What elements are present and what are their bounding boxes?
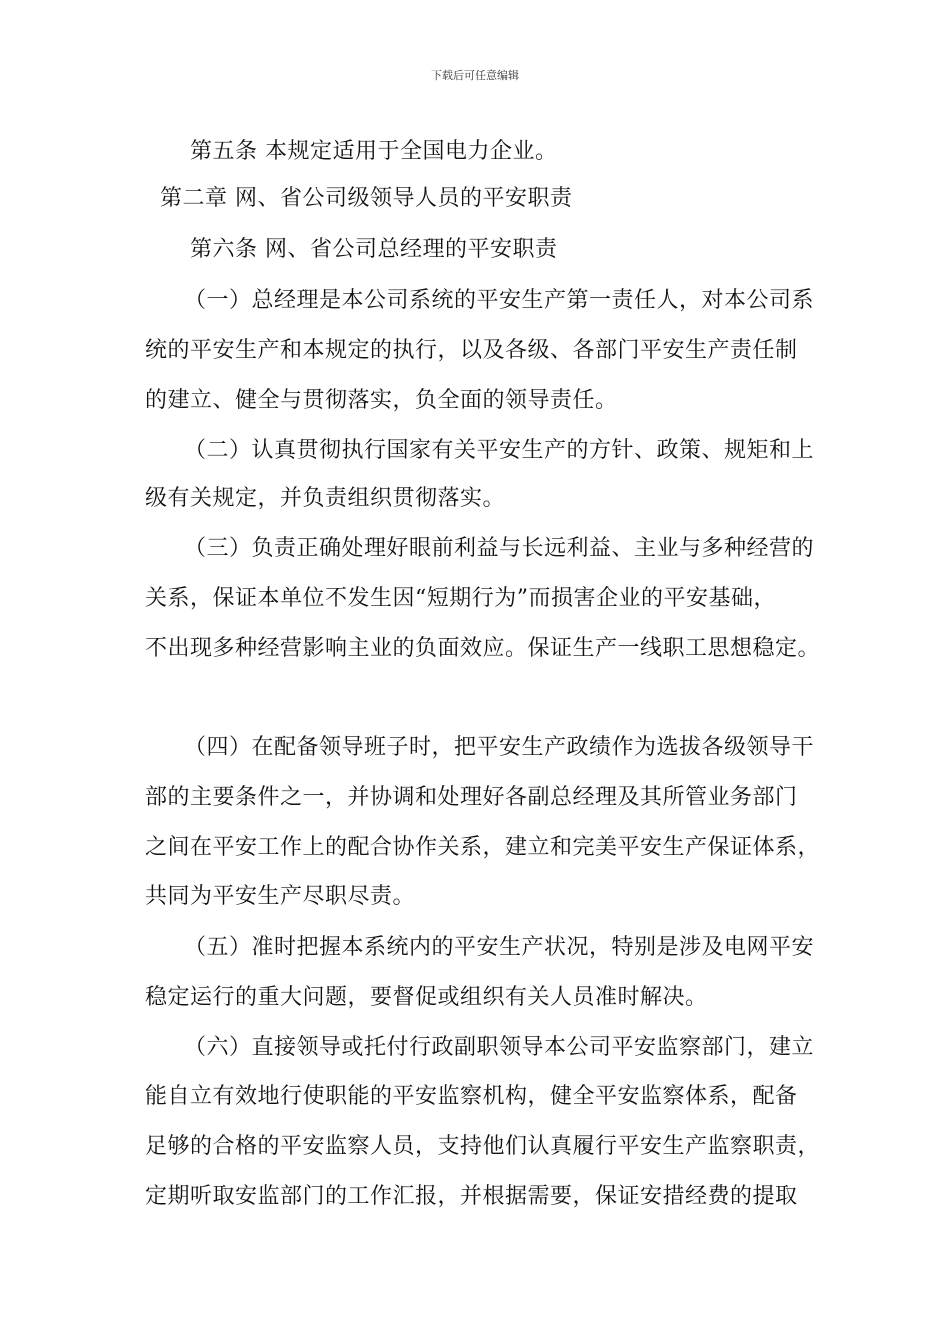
paragraph-line: （六）直接领导或托付行政副职领导本公司平安监察部门，建立 <box>184 1035 815 1060</box>
paragraph-line: （四）在配备领导班子时，把平安生产政绩作为选拔各级领导干 <box>184 735 815 760</box>
paragraph-line: 定期听取安监部门的工作汇报，并根据需要，保证安措经费的提取 <box>145 1184 798 1209</box>
paragraph-line: 级有关规定，并负责组织贯彻落实。 <box>145 486 506 511</box>
paragraph-line: 共同为平安生产尽职尽责。 <box>145 884 416 909</box>
paragraph-line: 之间在平安工作上的配合协作关系，建立和完美平安生产保证体系， <box>145 835 821 860</box>
article-5: 第五条 本规定适用于全国电力企业。 <box>190 139 558 164</box>
paragraph-line: （三）负责正确处理好眼前利益与长远利益、主业与多种经营的 <box>184 536 815 561</box>
paragraph-line: 关系，保证本单位不发生因“短期行为”而损害企业的平安基础， <box>145 586 776 611</box>
paragraph-line: 不出现多种经营影响主业的负面效应。保证生产一线职工思想稳定。 <box>145 636 821 661</box>
paragraph-line: 能自立有效地行使职能的平安监察机构，健全平安监察体系，配备 <box>145 1084 798 1109</box>
paragraph-line: 稳定运行的重大问题，要督促或组织有关人员准时解决。 <box>145 985 708 1010</box>
paragraph-line: 的建立、健全与贯彻落实，负全面的领导责任。 <box>145 388 618 413</box>
article-6: 第六条 网、省公司总经理的平安职责 <box>190 237 558 262</box>
paragraph-line: 部的主要条件之一，并协调和处理好各副总经理及其所管业务部门 <box>145 785 798 810</box>
chapter-2-heading: 第二章 网、省公司级领导人员的平安职责 <box>160 186 573 211</box>
paragraph-line: （一）总经理是本公司系统的平安生产第一责任人，对本公司系 <box>184 288 815 313</box>
paragraph-line: 足够的合格的平安监察人员，支持他们认真履行平安生产监察职责， <box>145 1134 821 1159</box>
page-header: 下载后可任意编辑 <box>431 69 519 82</box>
paragraph-line: （五）准时把握本系统内的平安生产状况，特别是涉及电网平安 <box>184 935 815 960</box>
paragraph-line: （二）认真贯彻执行国家有关平安生产的方针、政策、规矩和上 <box>184 438 815 463</box>
paragraph-line: 统的平安生产和本规定的执行，以及各级、各部门平安生产责任制 <box>145 338 798 363</box>
